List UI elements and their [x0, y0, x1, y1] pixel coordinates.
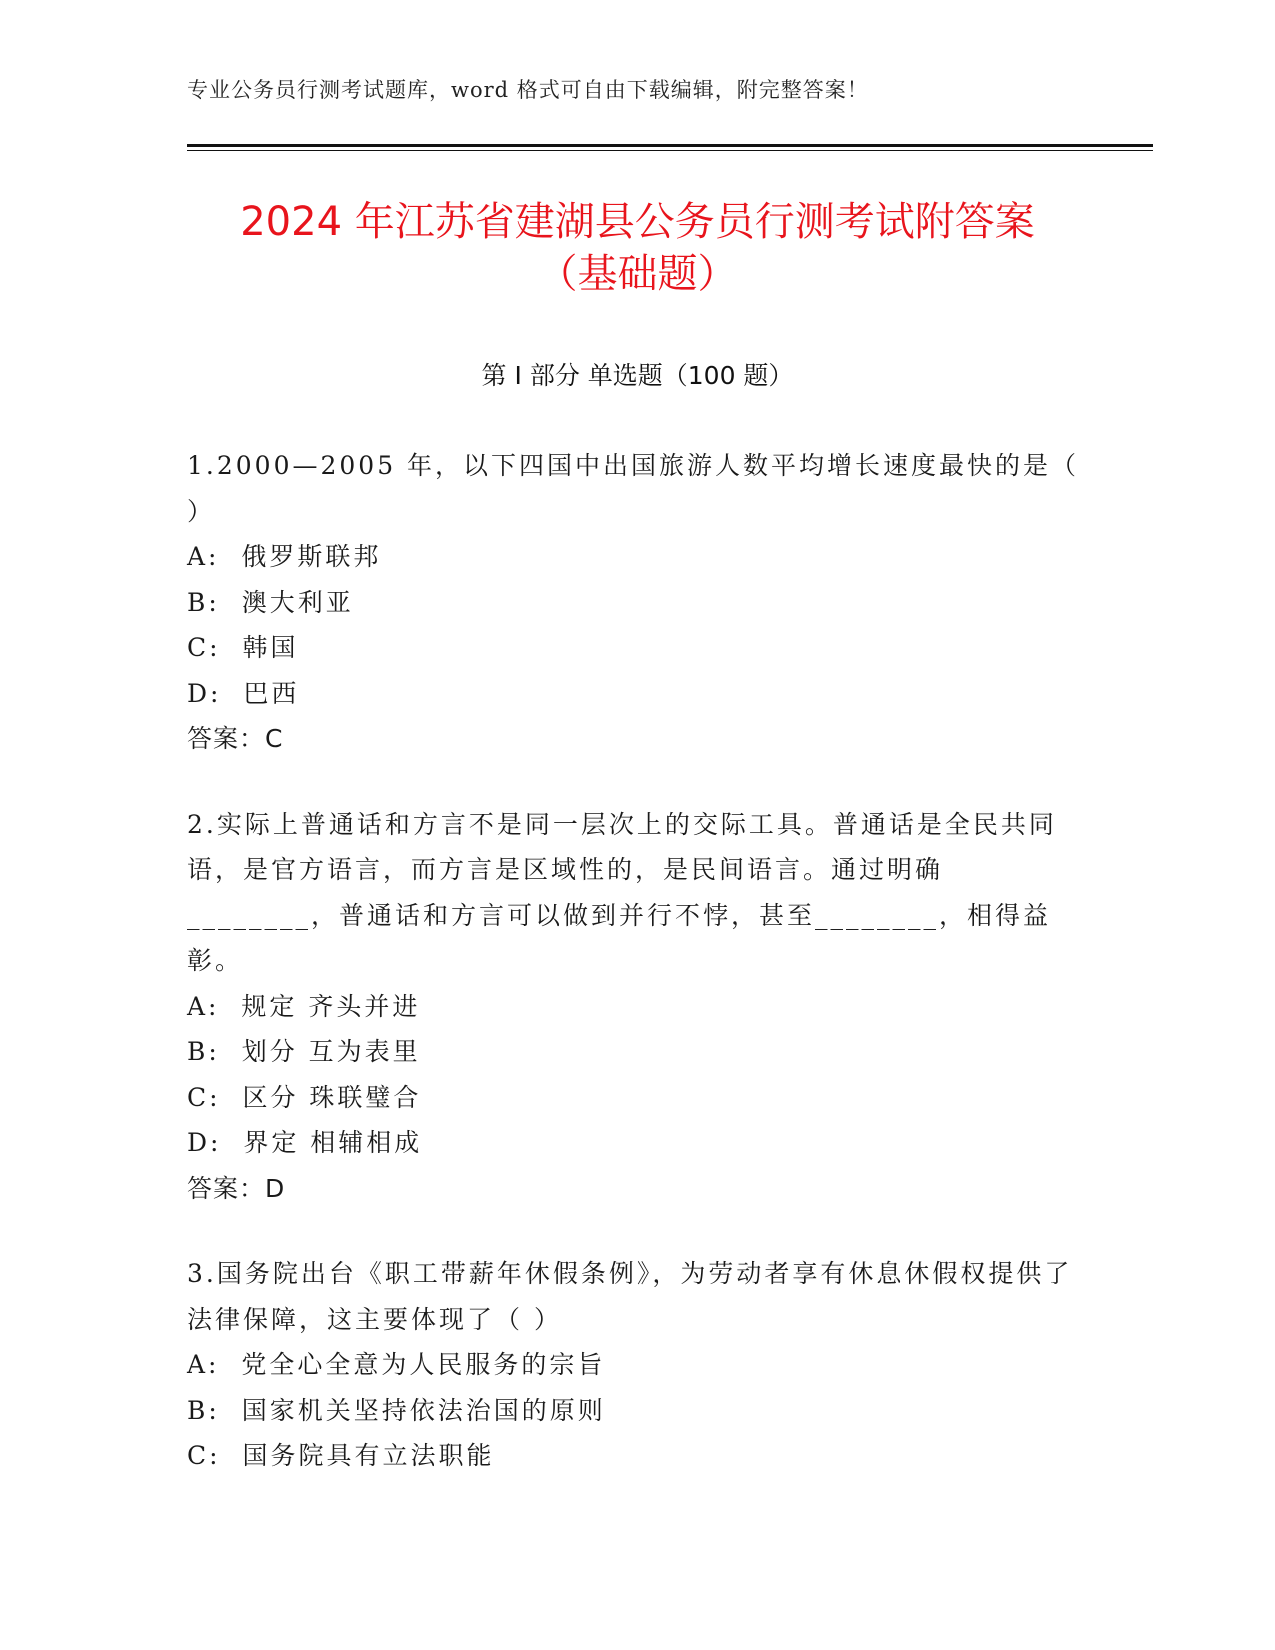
- question-2: [187, 802, 1087, 1212]
- question-list: [187, 443, 1087, 1519]
- question-3: [187, 1251, 1087, 1479]
- option-c: C: 韩国: [187, 633, 299, 662]
- question-stem: 3.国务院出台《职工带薪年休假条例》，为劳动者享有休息休假权提供了法律保障，这主要体现了（ ）: [187, 1259, 1073, 1334]
- answer-label: 答案：C: [187, 724, 284, 753]
- option-d: D: 巴西: [187, 678, 300, 708]
- option-c: C: 区分 珠联璧合: [187, 1082, 422, 1112]
- option-b: B: 划分 互为表里: [187, 1037, 421, 1066]
- option-a: A: 党全心全意为人民服务的宗旨: [187, 1350, 606, 1379]
- option-b: B: 国家机关坚持依法治国的原则: [187, 1395, 606, 1425]
- document-title-line1: 2024 年江苏省建湖县公务员行测考试附答案: [240, 199, 1035, 245]
- answer-label: 答案：D: [187, 1173, 286, 1203]
- document-title-line2: （基础题）: [537, 251, 738, 297]
- option-c: C: 国务院具有立法职能: [187, 1441, 495, 1470]
- option-b: B: 澳大利亚: [187, 587, 354, 617]
- document-title: [150, 196, 1125, 300]
- header-note: 专业公务员行测考试题库，word 格式可自由下载编辑，附完整答案！: [187, 78, 869, 102]
- question-stem: 1.2000—2005 年，以下四国中出国旅游人数平均增长速度最快的是（ ）: [187, 451, 1080, 526]
- option-a: A: 规定 齐头并进: [187, 991, 421, 1021]
- section-heading: 第 I 部分 单选题（100 题）: [481, 361, 794, 390]
- option-d: D: 界定 相辅相成: [187, 1128, 423, 1157]
- header-rule-thin: [187, 150, 1153, 151]
- question-stem: 2.实际上普通话和方言不是同一层次上的交际工具。普通话是全民共同语，是官方语言，而方言是区域性的，是民间语言。通过明确________，普通话和方言可以做到并行不悖，甚至________，相得益彰。: [187, 809, 1057, 975]
- option-a: A: 俄罗斯联邦: [187, 542, 382, 571]
- question-1: [187, 443, 1087, 762]
- header-rule-thick: [187, 144, 1153, 147]
